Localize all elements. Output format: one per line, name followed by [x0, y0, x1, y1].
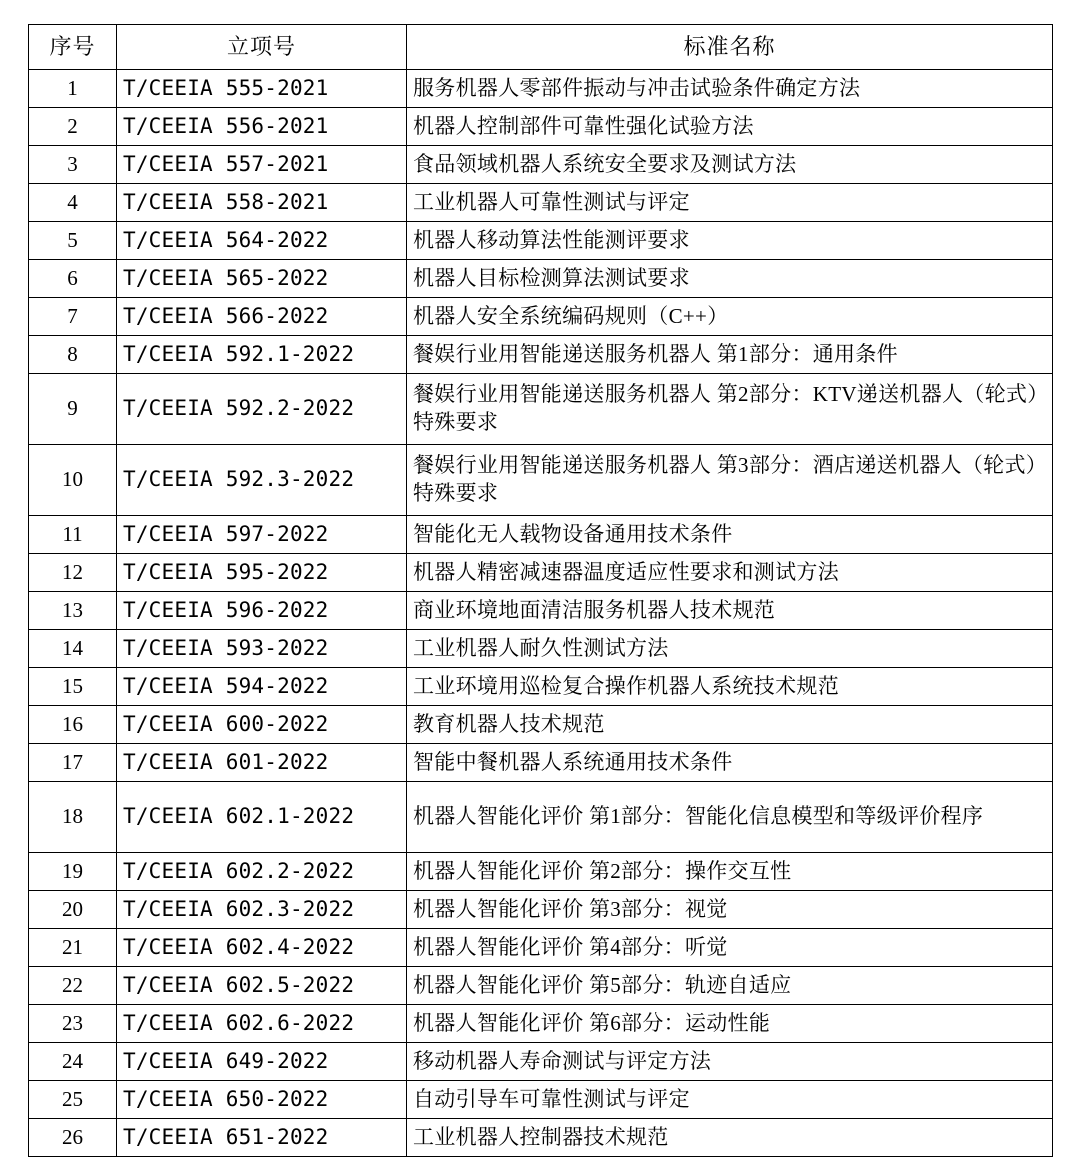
cell-sequence-number: 14 — [29, 630, 117, 668]
cell-project-code: T/CEEIA 650-2022 — [117, 1081, 407, 1119]
cell-standard-name: 餐娱行业用智能递送服务机器人 第1部分：通用条件 — [407, 336, 1053, 374]
cell-project-code: T/CEEIA 602.3-2022 — [117, 891, 407, 929]
column-header-name: 标准名称 — [407, 25, 1053, 70]
table-row — [29, 967, 1053, 1005]
cell-project-code: T/CEEIA 597-2022 — [117, 516, 407, 554]
cell-project-code: T/CEEIA 651-2022 — [117, 1119, 407, 1157]
cell-project-code: T/CEEIA 564-2022 — [117, 222, 407, 260]
cell-standard-name: 机器人精密减速器温度适应性要求和测试方法 — [407, 554, 1053, 592]
cell-standard-name: 机器人控制部件可靠性强化试验方法 — [407, 108, 1053, 146]
cell-sequence-number: 21 — [29, 929, 117, 967]
cell-sequence-number: 7 — [29, 298, 117, 336]
cell-project-code: T/CEEIA 600-2022 — [117, 706, 407, 744]
cell-project-code: T/CEEIA 649-2022 — [117, 1043, 407, 1081]
table-row — [29, 222, 1053, 260]
cell-standard-name: 教育机器人技术规范 — [407, 706, 1053, 744]
cell-project-code: T/CEEIA 602.2-2022 — [117, 853, 407, 891]
table-row — [29, 891, 1053, 929]
cell-standard-name: 工业机器人控制器技术规范 — [407, 1119, 1053, 1157]
cell-sequence-number: 5 — [29, 222, 117, 260]
cell-project-code: T/CEEIA 555-2021 — [117, 70, 407, 108]
cell-sequence-number: 8 — [29, 336, 117, 374]
cell-project-code: T/CEEIA 594-2022 — [117, 668, 407, 706]
cell-sequence-number: 13 — [29, 592, 117, 630]
table-row — [29, 853, 1053, 891]
cell-standard-name: 机器人智能化评价 第5部分：轨迹自适应 — [407, 967, 1053, 1005]
cell-project-code: T/CEEIA 601-2022 — [117, 744, 407, 782]
table-row — [29, 554, 1053, 592]
cell-sequence-number: 18 — [29, 782, 117, 853]
cell-sequence-number: 24 — [29, 1043, 117, 1081]
cell-sequence-number: 11 — [29, 516, 117, 554]
cell-sequence-number: 23 — [29, 1005, 117, 1043]
table-body — [29, 70, 1053, 1157]
table-row — [29, 516, 1053, 554]
cell-project-code: T/CEEIA 592.3-2022 — [117, 445, 407, 516]
cell-standard-name: 自动引导车可靠性测试与评定 — [407, 1081, 1053, 1119]
cell-project-code: T/CEEIA 596-2022 — [117, 592, 407, 630]
cell-standard-name: 机器人移动算法性能测评要求 — [407, 222, 1053, 260]
cell-standard-name: 工业机器人可靠性测试与评定 — [407, 184, 1053, 222]
cell-standard-name: 机器人安全系统编码规则（C++） — [407, 298, 1053, 336]
cell-project-code: T/CEEIA 602.1-2022 — [117, 782, 407, 853]
cell-sequence-number: 2 — [29, 108, 117, 146]
cell-standard-name: 机器人智能化评价 第2部分：操作交互性 — [407, 853, 1053, 891]
cell-standard-name: 商业环境地面清洁服务机器人技术规范 — [407, 592, 1053, 630]
cell-sequence-number: 20 — [29, 891, 117, 929]
table-row — [29, 184, 1053, 222]
cell-sequence-number: 1 — [29, 70, 117, 108]
table-header — [29, 25, 1053, 70]
table-row — [29, 146, 1053, 184]
cell-sequence-number: 10 — [29, 445, 117, 516]
table-row — [29, 336, 1053, 374]
cell-standard-name: 机器人智能化评价 第1部分：智能化信息模型和等级评价程序 — [407, 782, 1053, 853]
cell-standard-name: 智能化无人载物设备通用技术条件 — [407, 516, 1053, 554]
cell-project-code: T/CEEIA 592.1-2022 — [117, 336, 407, 374]
cell-sequence-number: 22 — [29, 967, 117, 1005]
cell-project-code: T/CEEIA 556-2021 — [117, 108, 407, 146]
cell-project-code: T/CEEIA 602.6-2022 — [117, 1005, 407, 1043]
cell-sequence-number: 12 — [29, 554, 117, 592]
cell-project-code: T/CEEIA 593-2022 — [117, 630, 407, 668]
cell-project-code: T/CEEIA 592.2-2022 — [117, 374, 407, 445]
cell-sequence-number: 15 — [29, 668, 117, 706]
table-row — [29, 592, 1053, 630]
column-header-no: 序号 — [29, 25, 117, 70]
cell-standard-name: 工业环境用巡检复合操作机器人系统技术规范 — [407, 668, 1053, 706]
cell-project-code: T/CEEIA 557-2021 — [117, 146, 407, 184]
cell-standard-name: 机器人智能化评价 第3部分：视觉 — [407, 891, 1053, 929]
column-header-code: 立项号 — [117, 25, 407, 70]
table-row — [29, 1119, 1053, 1157]
table-row — [29, 298, 1053, 336]
table-row — [29, 108, 1053, 146]
cell-standard-name: 服务机器人零部件振动与冲击试验条件确定方法 — [407, 70, 1053, 108]
cell-standard-name: 餐娱行业用智能递送服务机器人 第2部分：KTV递送机器人（轮式）特殊要求 — [407, 374, 1053, 445]
cell-standard-name: 移动机器人寿命测试与评定方法 — [407, 1043, 1053, 1081]
cell-project-code: T/CEEIA 602.5-2022 — [117, 967, 407, 1005]
table-row — [29, 706, 1053, 744]
cell-project-code: T/CEEIA 566-2022 — [117, 298, 407, 336]
table-row — [29, 668, 1053, 706]
table-header-row — [29, 25, 1053, 70]
cell-project-code: T/CEEIA 565-2022 — [117, 260, 407, 298]
table-row — [29, 1005, 1053, 1043]
table-row — [29, 445, 1053, 516]
cell-sequence-number: 17 — [29, 744, 117, 782]
cell-standard-name: 餐娱行业用智能递送服务机器人 第3部分：酒店递送机器人（轮式）特殊要求 — [407, 445, 1053, 516]
standards-table — [28, 24, 1053, 1157]
cell-sequence-number: 19 — [29, 853, 117, 891]
cell-sequence-number: 25 — [29, 1081, 117, 1119]
table-row — [29, 70, 1053, 108]
cell-sequence-number: 6 — [29, 260, 117, 298]
table-row — [29, 1081, 1053, 1119]
table-row — [29, 782, 1053, 853]
table-row — [29, 374, 1053, 445]
cell-project-code: T/CEEIA 602.4-2022 — [117, 929, 407, 967]
cell-sequence-number: 16 — [29, 706, 117, 744]
table-row — [29, 744, 1053, 782]
cell-sequence-number: 26 — [29, 1119, 117, 1157]
cell-project-code: T/CEEIA 558-2021 — [117, 184, 407, 222]
cell-project-code: T/CEEIA 595-2022 — [117, 554, 407, 592]
cell-standard-name: 工业机器人耐久性测试方法 — [407, 630, 1053, 668]
cell-standard-name: 食品领域机器人系统安全要求及测试方法 — [407, 146, 1053, 184]
cell-standard-name: 机器人智能化评价 第6部分：运动性能 — [407, 1005, 1053, 1043]
table-row — [29, 929, 1053, 967]
cell-sequence-number: 3 — [29, 146, 117, 184]
table-row — [29, 260, 1053, 298]
cell-standard-name: 机器人智能化评价 第4部分：听觉 — [407, 929, 1053, 967]
cell-standard-name: 机器人目标检测算法测试要求 — [407, 260, 1053, 298]
cell-sequence-number: 4 — [29, 184, 117, 222]
table-row — [29, 630, 1053, 668]
cell-sequence-number: 9 — [29, 374, 117, 445]
cell-standard-name: 智能中餐机器人系统通用技术条件 — [407, 744, 1053, 782]
